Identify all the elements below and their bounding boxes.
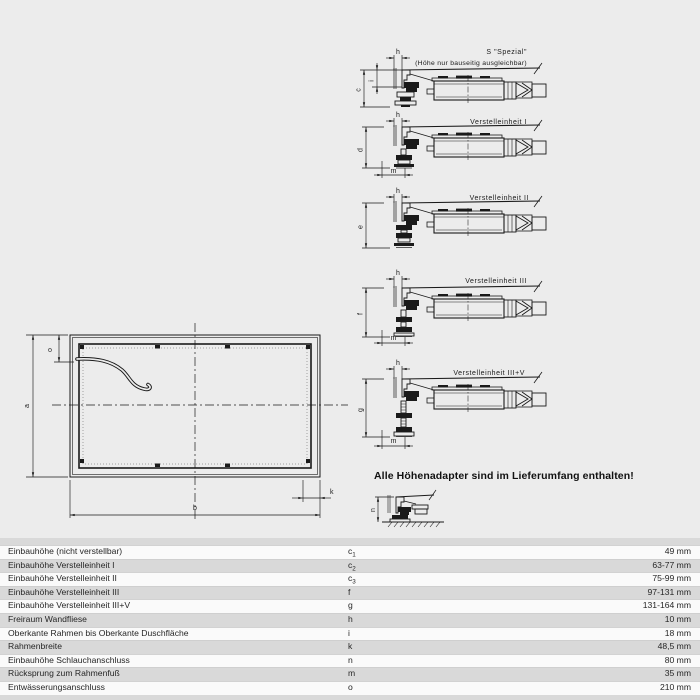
row-symbol: h — [348, 613, 353, 624]
dim-label-f: f — [357, 313, 365, 315]
table-row — [0, 654, 700, 668]
table-row — [0, 681, 700, 695]
dim-label-k: k — [330, 489, 334, 496]
xsec2-title: Verstelleinheit I — [470, 119, 527, 126]
row-label: Rücksprung zum Rahmenfuß — [8, 668, 120, 679]
dim-label-n: n — [370, 508, 377, 512]
row-label: Oberkante Rahmen bis Oberkante Duschfläche — [8, 627, 189, 638]
row-value: 97-131 mm — [647, 586, 691, 597]
dim-label-a: a — [24, 404, 31, 408]
plan-view — [24, 323, 348, 521]
table-row — [0, 640, 700, 654]
drain-hose — [77, 359, 150, 390]
row-label: Einbauhöhe Schlauchanschluss — [8, 654, 130, 665]
table-row — [0, 613, 700, 627]
dim-label-h-3: h — [396, 188, 400, 195]
xsec5-title: Verstelleinheit III+V — [453, 370, 525, 377]
row-label: Einbauhöhe Verstelleinheit III — [8, 586, 120, 597]
row-label: Einbauhöhe Verstelleinheit III+V — [8, 600, 131, 611]
row-symbol: g — [348, 600, 353, 611]
row-symbol: $c_2$ — [348, 559, 356, 573]
table-row — [0, 545, 700, 559]
row-value: 80 mm — [664, 654, 691, 665]
xsec3-title: Verstelleinheit II — [469, 195, 529, 202]
dim-label-d: d — [357, 148, 365, 152]
cross-section-verstelleinheit-2 — [358, 188, 547, 248]
row-symbol: k — [348, 641, 353, 652]
row-value: 63-77 mm — [652, 559, 691, 570]
table-row — [0, 599, 700, 613]
dim-label-h-1: h — [396, 49, 400, 56]
dim-label-g: g — [357, 408, 365, 412]
row-symbol: m — [348, 668, 356, 679]
row-symbol: i — [348, 627, 350, 638]
table-row — [0, 667, 700, 681]
row-label: Einbauhöhe Verstelleinheit II — [8, 573, 117, 584]
dim-label-i: i — [368, 80, 376, 82]
dim-label-o: o — [47, 348, 54, 352]
cross-section-s-spezial — [356, 49, 547, 107]
row-symbol: f — [348, 586, 351, 597]
dimensions-table — [0, 538, 700, 700]
row-symbol: $c_1$ — [348, 546, 356, 559]
dim-label-h-4: h — [396, 270, 400, 277]
table-top-band — [0, 538, 700, 545]
table-row — [0, 572, 700, 586]
dim-label-h-2: h — [396, 112, 400, 119]
table-row — [0, 586, 700, 600]
floor-connection-detail — [370, 490, 444, 527]
row-value: 210 mm — [659, 681, 691, 692]
note-text: Alle Höhenadapter sind im Lieferumfang enthalten! — [374, 470, 634, 482]
row-label: Freiraum Wandfliese — [8, 613, 87, 624]
row-symbol: $c_3$ — [348, 573, 356, 586]
row-value: 35 mm — [664, 668, 691, 679]
row-label: Einbauhöhe Verstelleinheit I — [8, 559, 115, 570]
row-value: 18 mm — [664, 627, 691, 638]
row-label: Einbauhöhe (nicht verstellbar) — [8, 546, 123, 556]
dim-label-m-5: m — [390, 438, 397, 445]
row-label: Rahmenbreite — [8, 641, 62, 652]
cross-section-verstelleinheit-1 — [358, 112, 547, 178]
dim-label-h-5: h — [396, 360, 400, 367]
row-value: 49 mm — [664, 546, 691, 556]
row-label: Entwässerungsanschluss — [8, 681, 105, 692]
dim-label-e: e — [357, 225, 365, 229]
cross-section-verstelleinheit-3v — [358, 360, 547, 449]
dim-label-m-4: m — [390, 335, 397, 342]
row-symbol: o — [348, 681, 353, 692]
dim-label-b: b — [193, 505, 197, 512]
xsec1-subtitle: (Höhe nur bauseitig ausgleichbar) — [415, 60, 527, 67]
row-value: 10 mm — [664, 613, 691, 624]
dim-label-c: c — [355, 88, 363, 92]
xsec4-title: Verstelleinheit III — [465, 278, 527, 285]
row-value: 75-99 mm — [652, 573, 691, 584]
row-value: 48,5 mm — [657, 641, 691, 652]
row-symbol: n — [348, 654, 353, 665]
dim-label-m-2: m — [390, 168, 397, 175]
table-row — [0, 627, 700, 641]
table-row — [0, 559, 700, 573]
row-value: 131-164 mm — [642, 600, 691, 611]
xsec1-title: S "Spezial" — [486, 49, 527, 56]
cross-section-verstelleinheit-3 — [358, 270, 547, 346]
